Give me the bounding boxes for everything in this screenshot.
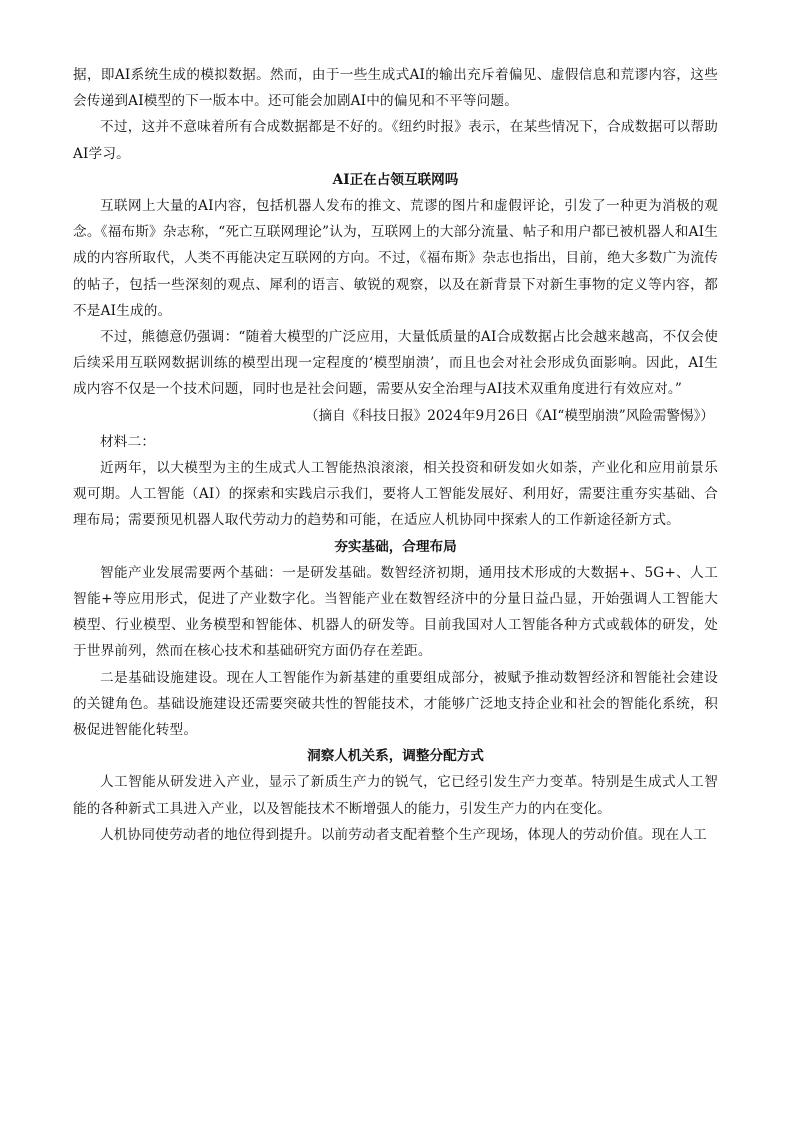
paragraph-5: 近两年，以大模型为主的生成式人工智能热浪滚滚，相关投资和研发如火如荼，产业化和应用前景乐观可期。人工智能（AI）的探索和实践启示我们，要将人工智能发展好、利用好，需要注重夯实基础、合理布局；需要预见机器人取代劳动力的趋势和可能，在适应人机协同中探索人的工作新途径新方式。 xyxy=(73,460,718,529)
paragraph-2: 不过，这并不意味着所有合成数据都是不好的。《纽约时报》表示，在某些情况下，合成数据可以帮助AI学习。 xyxy=(73,119,718,162)
material-label: 材料二： xyxy=(100,433,156,450)
paragraph-7: 二是基础设施建设。现在人工智能作为新基建的重要组成部分，被赋予推动数智经济和智能社会建设的关键角色。基础设施建设还需要突破共性的智能技术，才能够广泛地支持企业和社会的智能化系统，积极促进智能化转型。 xyxy=(73,669,718,739)
paragraph-4: 不过，熊德意仍强调：“随着大模型的广泛应用，大量低质量的AI合成数据占比会越来越高，不仅会使后续采用互联网数据训练的模型出现一定程度的‘模型崩溃’，而且也会对社会形成负面影响。因此，AI生成内容不仅是一个技术问题，同时也是社会问题，需要从安全治理与AI技术双重角度进行有效应对。” xyxy=(73,329,718,398)
paragraph-6: 智能产业发展需要两个基础：一是研发基础。数智经济初期，通用技术形成的大数据+、5G+、人工智能+等应用形式，促进了产业数字化。当智能产业在数智经济中的分量日益凸显，开始强调人工智能大模型、行业模型、业务模型和智能体、机器人的研发等。目前我国对人工智能各种方式或载体的研发，处于世界前列，然而在核心技术和基础研究方面仍存在差距。 xyxy=(73,564,718,660)
source-citation: （摘自《科技日报》2024年9月26日《AI“模型崩溃”风险需警惕》） xyxy=(304,407,714,424)
section-heading-3: 洞察人机关系，调整分配方式 xyxy=(307,748,484,765)
section-heading-1: AI正在占领互联网吗 xyxy=(332,171,459,188)
paragraph-9: 人机协同使劳动者的地位得到提升。以前劳动者支配着整个生产现场，体现人的劳动价值。现在人工 xyxy=(100,826,707,843)
document-page xyxy=(73,62,718,848)
section-heading-2: 夯实基础，合理布局 xyxy=(334,538,457,555)
paragraph-1: 据，即AI系统生成的模拟数据。然而，由于一些生成式AI的输出充斥着偏见、虚假信息和荒谬内容，这些会传递到AI模型的下一版本中。还可能会加剧AI中的偏见和不平等问题。 xyxy=(73,67,718,110)
paragraph-8: 人工智能从研发进入产业，显示了新质生产力的锐气，它已经引发生产力变革。特别是生成式人工智能的各种新式工具进入产业，以及智能技术不断增强人的能力，引发生产力的内在变化。 xyxy=(73,774,718,817)
paragraph-3: 互联网上大量的AI内容，包括机器人发布的推文、荒谬的图片和虚假评论，引发了一种更为消极的观念。《福布斯》杂志称，“死亡互联网理论”认为，互联网上的大部分流量、帖子和用户都已被机器人和AI生成的内容所取代，人类不再能决定互联网的方向。不过，《福布斯》杂志也指出，目前，绝大多数广为流传的帖子，包括一些深刻的观点、犀利的语言、敏锐的观察，以及在新背景下对新生事物的定义等内容，都不是AI生成的。 xyxy=(73,198,718,319)
